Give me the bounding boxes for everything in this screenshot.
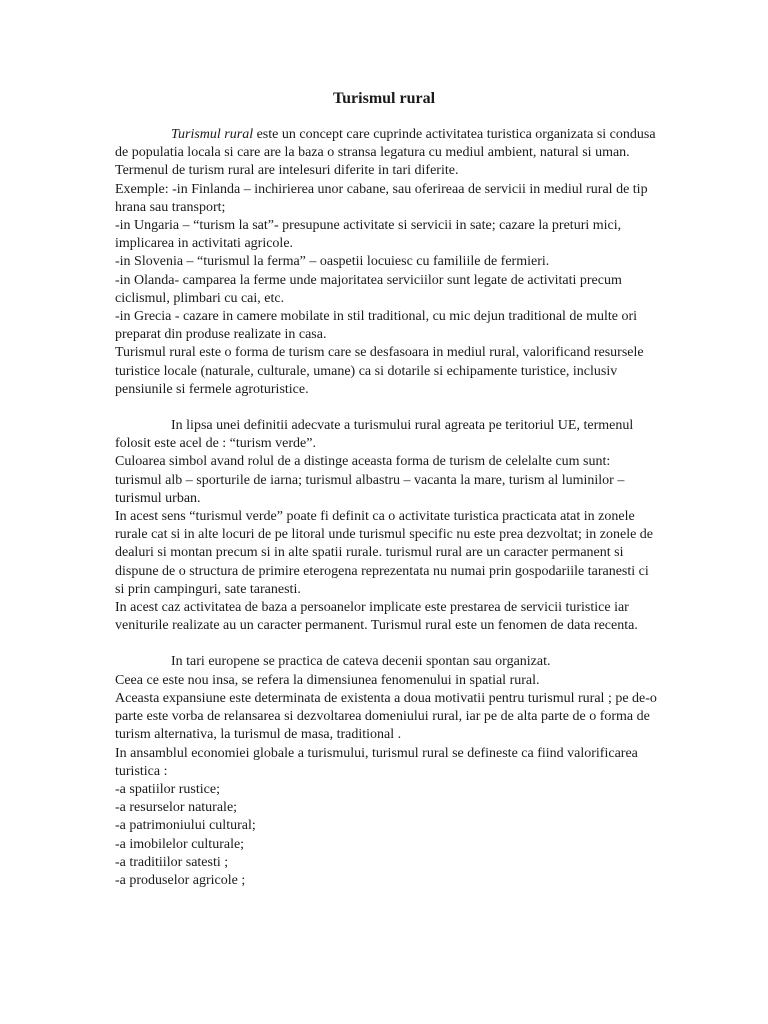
list-item: -a produselor agricole ; <box>115 872 246 888</box>
list-item: -a imobilelor culturale; <box>115 836 245 852</box>
paragraph: In acest sens “turismul verde” poate fi definit ca o activitate turistica practicata atat in zonele rurale cat si in alte locuri de pe litoral unde turismul specific nu este prea dezvoltat; in zonele de dealuri si montan precum si in alte spatii rurale. turismul rural are un caracter permanent si dispune de o structura de primire eterogena reprezentata nu numai prin gospodariile taranesti ci si prin campinguri, sate taranesti. <box>115 509 654 597</box>
section-2-lead: In lipsa unei definitii adecvate a turismului rural agreata pe teritoriul UE, termenul folosit este acel de : “turism verde”. <box>115 418 634 452</box>
paragraph: -in Ungaria – “turism la sat”- presupune activitate si servicii in sate; cazare la preturi mici, implicarea in activitati agricole. <box>115 218 622 252</box>
paragraph: -in Grecia - cazare in camere mobilate in stil traditional, cu mic dejun traditional de multe ori preparat din produse realizate in casa. <box>115 309 638 343</box>
list-item: -a resurselor naturale; <box>115 800 238 816</box>
list-item: -a patrimoniului cultural; <box>115 818 256 834</box>
intro-paragraph <box>115 126 660 162</box>
paragraph-gap <box>115 635 660 653</box>
paragraph: -in Slovenia – “turismul la ferma” – oaspetii locuiesc cu familiile de fermieri. <box>115 254 550 270</box>
paragraph: Culoarea simbol avand rolul de a distinge aceasta forma de turism de celelalte cum sunt: turismul alb – sporturile de iarna; turismul albastru – vacanta la mare, turism al luminilor – turismul urban. <box>115 454 625 506</box>
section-3-lead: In tari europene se practica de cateva decenii spontan sau organizat. <box>171 654 551 670</box>
intro-term: Turismul rural <box>171 127 254 142</box>
paragraph: Aceasta expansiune este determinata de existenta a doua motivatii pentru turismul rural ; pe de-o parte este vorba de relansarea si dezvoltarea domeniului rural, iar pe de alta parte de o forma de turism alternativa, la turismul de masa, traditional . <box>115 690 657 743</box>
paragraph: -in Olanda- camparea la ferme unde majoritatea serviciilor sunt legate de activitati precum ciclismul, plimbari cu cai, etc. <box>115 272 622 306</box>
paragraph: In ansamblul economiei globale a turismului, turismul rural se defineste ca fiind valorificarea turistica : <box>115 745 638 779</box>
document-title: Turismul rural <box>332 90 436 107</box>
document-body <box>115 126 660 890</box>
list-item: -a spatiilor rustice; <box>115 781 220 797</box>
paragraph: Termenul de turism rural are intelesuri diferite in tari diferite. <box>115 163 459 179</box>
paragraph: In acest caz activitatea de baza a persoanelor implicate este prestarea de servicii turistice iar veniturile realizate au un caracter permanent. Turismul rural este un fenomen de data recenta. <box>115 600 638 634</box>
paragraph: Ceea ce este nou insa, se refera la dimensiunea fenomenului in spatial rural. <box>115 672 540 688</box>
paragraph-gap <box>115 399 660 417</box>
list-item: -a traditiilor satesti ; <box>115 854 229 870</box>
paragraph: Turismul rural este o forma de turism care se desfasoara in mediul rural, valorificand resursele turistice locale (naturale, culturale, umane) ca si dotarile si echipamente turistice, inclusiv pensiunile si fermele agroturistice. <box>115 345 644 397</box>
intro-text: este un concept care cuprinde activitatea turistica organizata si condusa de populatia locala si care are la baza o stransa legatura cu mediul ambient, natural si uman. <box>115 127 656 161</box>
paragraph: Exemple: -in Finlanda – inchirierea unor cabane, sau oferireaa de servicii in mediul rural de tip hrana sau transport; <box>115 181 648 215</box>
